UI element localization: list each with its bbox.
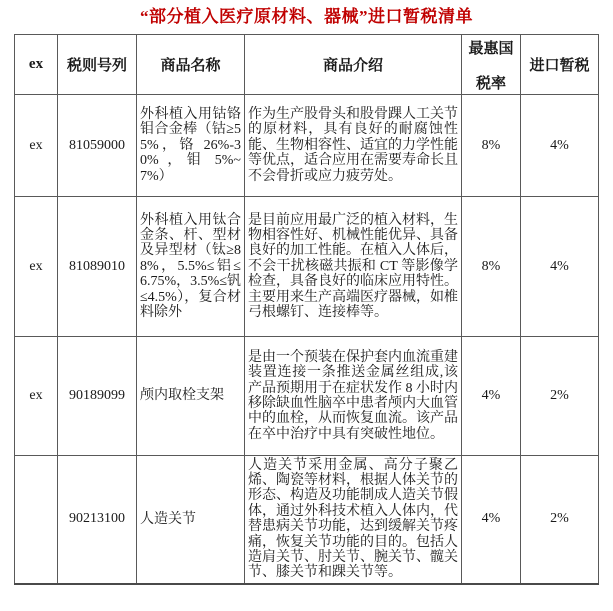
row4-product-name: 人造关节 <box>137 456 245 584</box>
row1-ex: ex <box>15 95 58 197</box>
page-title: “部分植入医疗原材料、器械”进口暂税清单 <box>140 7 473 26</box>
header-product-name: 商品名称 <box>137 35 245 95</box>
row4-ex <box>15 456 58 584</box>
row2-product-name: 外科植入用钛合金条、杆、型材及异型材（钛≥88%，5.5%≤铝≤6.75%，3.5%≤钒≤4.5%），复合材料除外 <box>137 197 245 337</box>
row2-ex: ex <box>15 197 58 337</box>
row4-mfn-rate: 4% <box>462 456 521 584</box>
table-row <box>15 95 599 197</box>
row3-mfn-rate: 4% <box>462 337 521 456</box>
tariff-table <box>14 34 599 585</box>
header-mfn-gap <box>464 58 518 72</box>
row2-provisional-rate: 4% <box>521 197 599 337</box>
header-product-intro: 商品介绍 <box>245 35 462 95</box>
row3-tariff-code: 90189099 <box>58 337 137 456</box>
row3-product-name: 颅内取栓支架 <box>137 337 245 456</box>
header-tariff-code: 税则号列 <box>58 35 137 95</box>
header-mfn-rate <box>462 35 521 95</box>
header-provisional-rate: 进口暂税 <box>521 35 599 95</box>
table-row <box>15 456 599 584</box>
row1-product-name: 外科植入用钴铬钼合金棒（钴≥55%，铬 26%-30% ，钼 5%~7%） <box>137 95 245 197</box>
row2-tariff-code: 81089010 <box>58 197 137 337</box>
row2-mfn-rate: 8% <box>462 197 521 337</box>
row4-provisional-rate: 2% <box>521 456 599 584</box>
row1-tariff-code: 81059000 <box>58 95 137 197</box>
row4-tariff-code: 90213100 <box>58 456 137 584</box>
table-header-row <box>15 35 599 95</box>
header-mfn-rate-line1: 最惠国 <box>468 40 514 57</box>
row3-product-intro: 是由一个预装在保护套内血流重建装置连接一条推送金属丝组成,该产品预期用于在症状发作 8 小时内移除缺血性脑卒中患者颅内大血管中的血栓，从而恢复血流。该产品在卒中治疗中具有突破性地位。 <box>245 337 462 456</box>
header-ex: ex <box>15 35 58 95</box>
table-row <box>15 337 599 456</box>
row2-product-intro: 是目前应用最广泛的植入材料，生物相容性好、机械性能优异、具备良好的加工性能。在植入人体后，不会干扰核磁共振和 CT 等影像学检查，具备良好的临床应用特性。主要用来生产高端医疗器械，如椎弓根螺钉、连接棒等。 <box>245 197 462 337</box>
row4-product-intro: 人造关节采用金属、高分子聚乙烯、陶瓷等材料，根据人体关节的形态、构造及功能制成人造关节假体，通过外科技术植入人体内，代替患病关节功能，达到缓解关节疼痛，恢复关节功能的目的。包括人造肩关节、肘关节、腕关节、髋关节、膝关节和踝关节等。 <box>245 456 462 584</box>
row1-product-intro: 作为生产股骨头和股骨踝人工关节的原材料，具有良好的耐腐蚀性能、生物相容性、适宜的力学性能等优点，适合应用在需要寿命长且不会骨折或应力疲劳处。 <box>245 95 462 197</box>
table-row <box>15 197 599 337</box>
row1-provisional-rate: 4% <box>521 95 599 197</box>
row3-ex: ex <box>15 337 58 456</box>
row1-mfn-rate: 8% <box>462 95 521 197</box>
row3-provisional-rate: 2% <box>521 337 599 456</box>
header-mfn-rate-line2: 税率 <box>475 75 506 92</box>
